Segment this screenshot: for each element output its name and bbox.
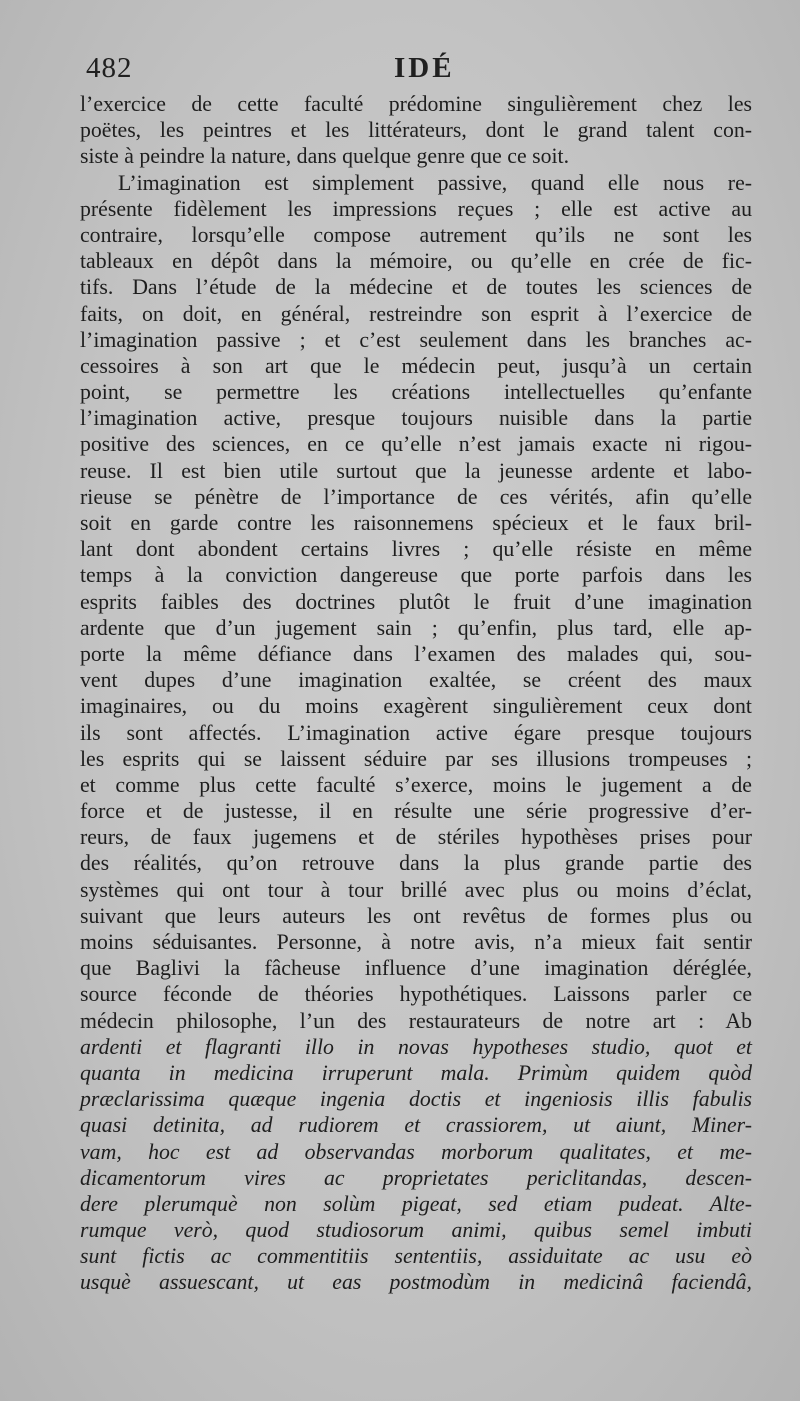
text-line: ils sont affectés. L’imagination active égare presque toujours bbox=[80, 720, 752, 745]
text-line: temps à la conviction dangereuse que porte parfois dans les bbox=[80, 563, 752, 588]
text-line: point, se permettre les créations intellectuelles qu’enfante bbox=[80, 380, 752, 405]
text-line: l’imagination active, presque toujours nuisible dans la partie bbox=[80, 406, 752, 431]
text-line: soit en garde contre les raisonnemens spécieux et le faux bril- bbox=[80, 511, 752, 535]
text-line: L’imagination est simplement passive, quand elle nous re- bbox=[118, 170, 752, 195]
latin-quote-line: dere plerumquè non solùm pigeat, sed etiam pudeat. Alte- bbox=[80, 1191, 752, 1216]
text-line: et comme plus cette faculté s’exerce, moins le jugement a de bbox=[80, 772, 752, 797]
text-line: systèmes qui ont tour à tour brillé avec plus ou moins d’éclat, bbox=[80, 877, 752, 902]
text-line: lant dont abondent certains livres ; qu’elle résiste en même bbox=[80, 537, 752, 562]
text-line: cessoires à son art que le médecin peut, jusqu’à un certain bbox=[80, 353, 752, 378]
running-title: IDÉ bbox=[394, 52, 455, 84]
latin-quote-line: quasi detinita, ad rudiorem et crassiorem, ut aiunt, Miner- bbox=[80, 1113, 752, 1138]
text-line: des réalités, qu’on retrouve dans la plus grande partie des bbox=[80, 851, 752, 876]
text-line: reurs, de faux jugemens et de stériles hypothèses prises pour bbox=[80, 825, 752, 850]
text-line: tifs. Dans l’étude de la médecine et de toutes les sciences de bbox=[80, 275, 752, 300]
text-line: suivant que leurs auteurs les ont revêtus de formes plus ou bbox=[80, 903, 752, 928]
running-head bbox=[86, 52, 754, 86]
text-line: l’exercice de cette faculté prédomine singulièrement chez les bbox=[80, 92, 752, 116]
latin-quote-line: dicamentorum vires ac proprietates periclitandas, descen- bbox=[80, 1165, 752, 1190]
text-line: tableaux en dépôt dans la mémoire, ou qu’elle en crée de fic- bbox=[80, 249, 752, 274]
text-line: faits, on doit, en général, restreindre son esprit à l’exercice de bbox=[80, 301, 752, 326]
text-line: médecin philosophe, l’un des restaurateurs de notre art : Ab bbox=[80, 1008, 752, 1033]
text-line: force et de justesse, il en résulte une série progressive d’er- bbox=[80, 799, 752, 824]
text-line: ardente que d’un jugement sain ; qu’enfin, plus tard, elle ap- bbox=[80, 615, 752, 640]
text-line: rieuse se pénètre de l’importance de ces vérités, afin qu’elle bbox=[80, 484, 752, 509]
text-line: vent dupes d’une imagination exaltée, se créent des maux bbox=[80, 668, 752, 693]
body-text bbox=[80, 91, 752, 1296]
page-number: 482 bbox=[86, 52, 133, 84]
text-line: l’imagination passive ; et c’est seulement dans les branches ac- bbox=[80, 327, 752, 352]
text-line: contraire, lorsqu’elle compose autrement qu’ils ne sont les bbox=[80, 222, 752, 247]
text-line: source féconde de théories hypothétiques. Laissons parler ce bbox=[80, 982, 752, 1007]
text-line: les esprits qui se laissent séduire par ses illusions trompeuses ; bbox=[80, 746, 752, 771]
latin-quote-line: ardenti et flagranti illo in novas hypotheses studio, quot et bbox=[80, 1034, 752, 1059]
latin-quote-line: usquè assuescant, ut eas postmodùm in medicinâ faciendâ, bbox=[80, 1270, 752, 1295]
latin-quote-line: rumque verò, quod studiosorum animi, quibus semel imbuti bbox=[80, 1218, 752, 1243]
latin-quote-line: sunt fictis ac commentitiis sententiis, assiduitate ac usu eò bbox=[80, 1244, 752, 1269]
latin-quote-line: vam, hoc est ad observandas morborum qualitates, et me- bbox=[80, 1139, 752, 1164]
text-line: poëtes, les peintres et les littérateurs, dont le grand talent con- bbox=[80, 118, 752, 143]
text-line: imaginaires, ou du moins exagèrent singulièrement ceux dont bbox=[80, 694, 752, 719]
text-line: moins séduisantes. Personne, à notre avis, n’a mieux fait sentir bbox=[80, 930, 752, 954]
text-line: reuse. Il est bien utile surtout que la jeunesse ardente et labo- bbox=[80, 458, 752, 483]
latin-quote-line: quanta in medicina irruperunt mala. Primùm quidem quòd bbox=[80, 1060, 752, 1085]
text-line: que Baglivi la fâcheuse influence d’une imagination déréglée, bbox=[80, 956, 752, 981]
text-line: positive des sciences, en ce qu’elle n’est jamais exacte ni rigou- bbox=[80, 432, 752, 457]
text-line: esprits faibles des doctrines plutôt le fruit d’une imagination bbox=[80, 589, 752, 614]
text-line: siste à peindre la nature, dans quelque genre que ce soit. bbox=[80, 144, 570, 169]
text-line: présente fidèlement les impressions reçues ; elle est active au bbox=[80, 196, 752, 221]
latin-quote-line: præclarissima quæque ingenia doctis et ingeniosis illis fabulis bbox=[80, 1087, 752, 1112]
text-line: porte la même défiance dans l’examen des malades qui, sou- bbox=[80, 641, 752, 666]
